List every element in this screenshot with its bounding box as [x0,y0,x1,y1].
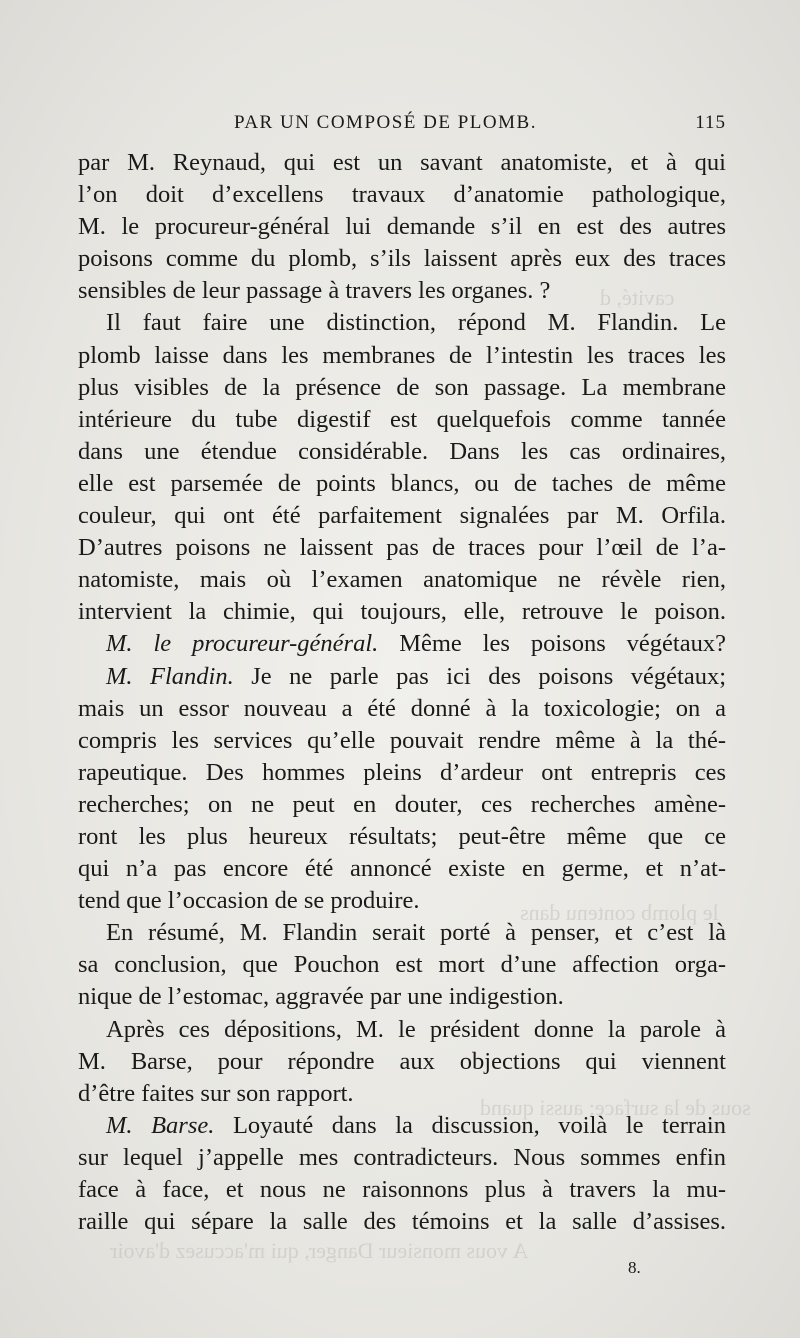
show-through-decoration: sous de la surface; aussi quand [480,1095,751,1120]
text-line: mais un essor nouveau a été donné à la toxicologie; on a [78,694,726,722]
speaker-name: M. Barse. [106,1111,215,1139]
text-line: compris les services qu’elle pouvait rendre même à la thé- [78,726,726,754]
dialogue-line [78,1110,726,1142]
text-line: D’autres poisons ne laissent pas de traces pour l’œil de l’a- [78,534,726,562]
speech-text: Je ne parle pas ici des poisons végétaux; [233,662,726,690]
text-line: intérieure du tube digestif est quelquefois comme tannée [78,405,726,433]
body-text [78,147,726,1238]
page-number: 115 [695,112,726,133]
speech-text: Même les poisons végétaux? [378,630,726,658]
text-line: Il faut faire une distinction, répond M. Flandin. Le [106,309,726,337]
dialogue-line [78,628,726,660]
text-line: plus visibles de la présence de son passage. La membrane [78,373,726,401]
text-line: nique de l’estomac, aggravée par une indigestion. [78,983,564,1011]
text-line: qui n’a pas encore été annoncé existe en germe, et n’at- [78,855,726,883]
text-line: intervient la chimie, qui toujours, elle, retrouve le poison. [78,598,726,626]
text-line: poisons comme du plomb, s’ils laissent après eux des traces [78,245,726,273]
running-head [78,112,726,140]
text-line: raille qui sépare la salle des témoins et la salle d’assises. [78,1208,726,1236]
text-line: face à face, et nous ne raisonnons plus à travers la mu- [78,1176,726,1203]
text-line: natomiste, mais où l’examen anatomique ne révèle rien, [78,566,726,594]
text-line: sur lequel j’appelle mes contradicteurs. Nous sommes enfin [78,1143,726,1171]
text-line: tend que l’occasion de se produire. [78,887,420,915]
text-line: plomb laisse dans les membranes de l’intestin les traces les [78,341,726,369]
text-line: elle est parsemée de points blancs, ou de taches de même [78,469,726,497]
text-line: rapeutique. Des hommes pleins d’ardeur ont entrepris ces [78,758,726,786]
text-line: par M. Reynaud, qui est un savant anatomiste, et à qui [78,149,726,176]
text-line: dans une étendue considérable. Dans les cas ordinaires, [78,437,726,465]
text-line: M. Barse, pour répondre aux objections qui viennent [78,1047,726,1075]
signature-mark: 8. [628,1258,641,1277]
running-title: PAR UN COMPOSÉ DE PLOMB. [234,112,537,133]
text-line: l’on doit d’excellens travaux d’anatomie pathologique, [78,181,726,209]
show-through-decoration: A vous monsieur Danger, qui m'accusez d'avoir [110,1238,529,1263]
speech-text: Loyauté dans la discussion, voilà le terrain [214,1111,726,1139]
text-line: sa conclusion, que Pouchon est mort d’une affection orga- [78,951,726,979]
text-line: En résumé, M. Flandin serait porté à penser, et c’est là [106,919,726,947]
text-line: d’être faites sur son rapport. [78,1079,354,1107]
text-line: sensibles de leur passage à travers les organes. ? [78,277,551,305]
show-through-decoration: le plomb contenu dans [520,900,719,925]
show-through-decoration: cavité, d [600,285,675,310]
text-line: ront les plus heureux résultats; peut-être même que ce [78,822,726,850]
text-line: Après ces dépositions, M. le président donne la parole à [106,1015,726,1043]
speaker-name: M. Flandin. [106,662,234,690]
text-line: couleur, qui ont été parfaitement signalées par M. Orfila. [78,502,726,530]
speaker-name: M. le procureur-général. [106,630,379,658]
text-line: M. le procureur-général lui demande s’il en est des autres [78,213,726,241]
dialogue-line [78,661,726,693]
text-line: recherches; on ne peut en douter, ces recherches amène- [78,790,726,818]
